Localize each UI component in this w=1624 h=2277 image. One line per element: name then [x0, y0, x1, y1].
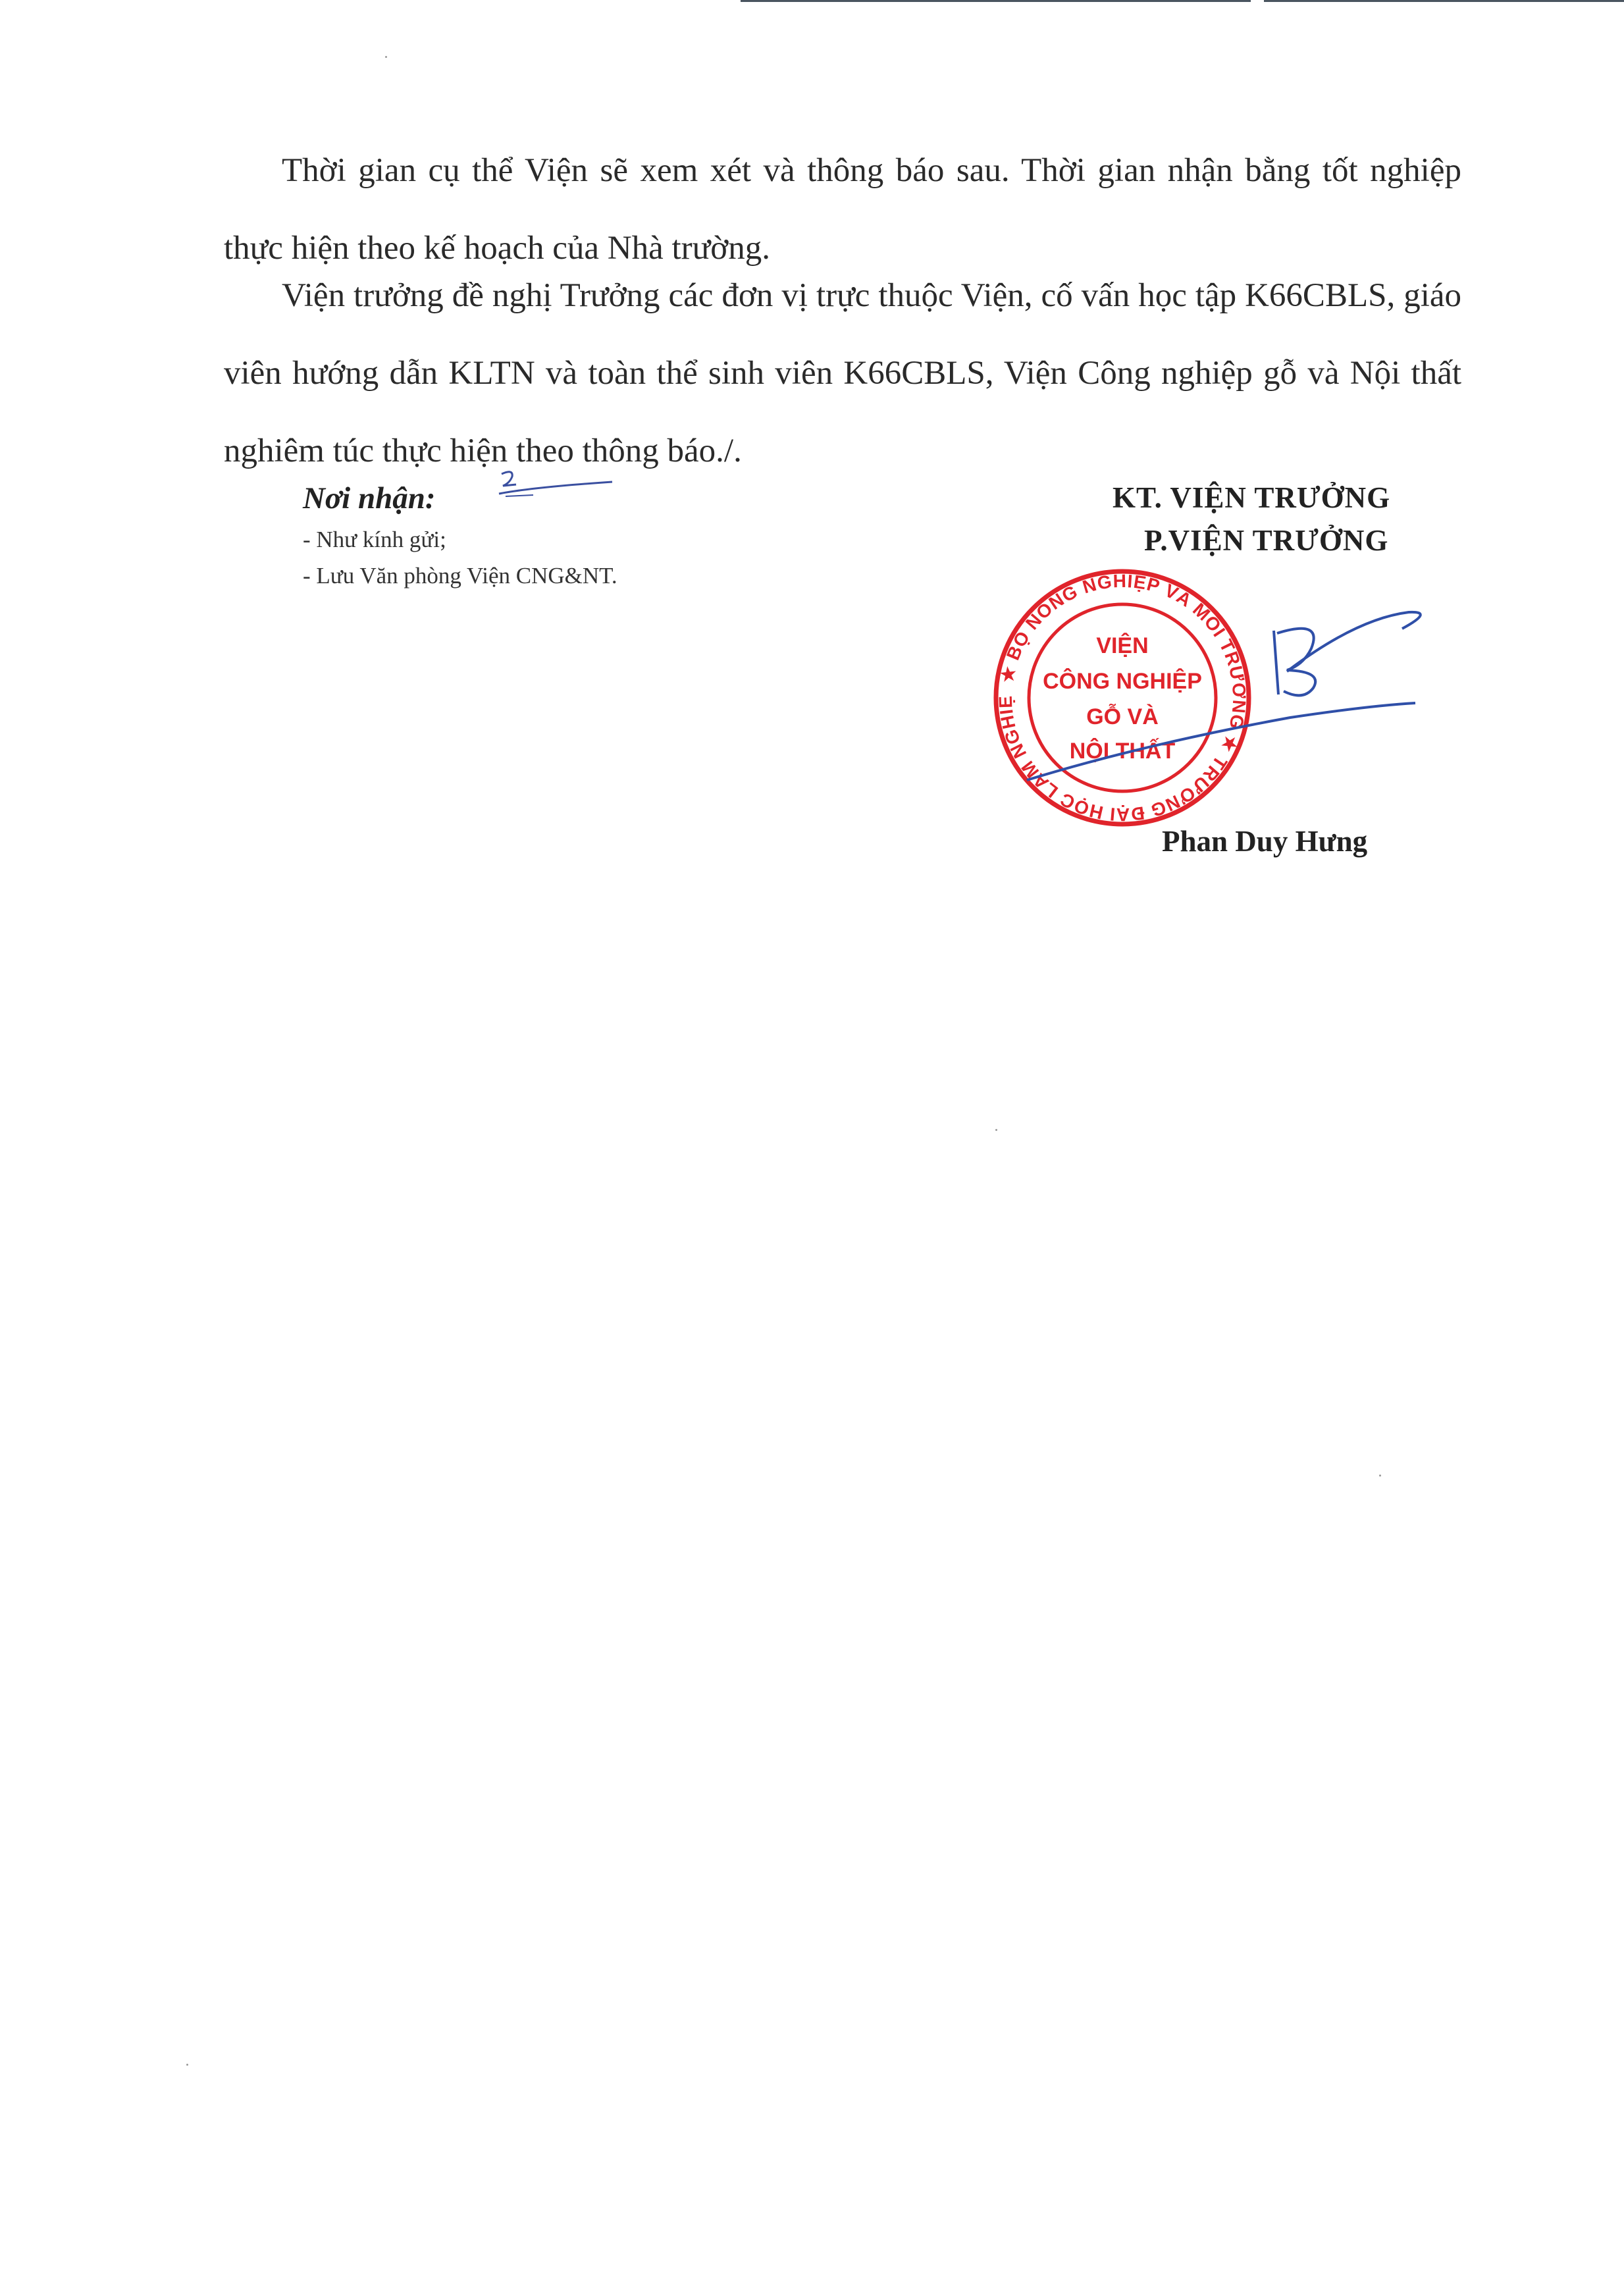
initials-mark: [494, 467, 625, 507]
seal-center-line: VIỆN: [1096, 633, 1149, 658]
top-rule-right: [1264, 0, 1624, 2]
scan-speck: [385, 56, 387, 58]
seal-center-line: CÔNG NGHIỆP: [1043, 669, 1202, 694]
seal-outer-text: ★ BỘ NÔNG NGHIỆP VÀ MÔI TRƯỜNG ★ TRƯỜNG ĐẠI HỌC LÂM NGHIỆ: [995, 570, 1250, 825]
seal-center-line: GỖ VÀ: [1086, 704, 1159, 729]
seal-center-line: NỘI THẤT: [1069, 739, 1176, 764]
signer-name: Phan Duy Hưng: [1162, 825, 1368, 858]
top-rule-left: [741, 0, 1251, 2]
signature-title-line1: KT. VIỆN TRƯỞNG: [1113, 481, 1391, 514]
scan-speck: [1379, 1475, 1381, 1477]
recipient-item: - Như kính gửi;: [303, 527, 446, 552]
signature-title-line2: P.VIỆN TRƯỞNG: [1144, 524, 1389, 557]
paragraph-request: Viện trưởng đề nghị Trưởng các đơn vị trực thuộc Viện, cố vấn học tập K66CBLS, giáo viên hướng dẫn KLTN và toàn thể sinh viên K66CBLS, Viện Công nghiệp gỗ và Nội thất nghiêm túc thực hiện theo thông báo./.: [224, 277, 1461, 469]
paragraph-graduation-time: Thời gian cụ thể Viện sẽ xem xét và thông báo sau. Thời gian nhận bằng tốt nghiệp thực hiện theo kế hoạch của Nhà trường.: [224, 152, 1461, 267]
recipient-item: - Lưu Văn phòng Viện CNG&NT.: [303, 563, 617, 589]
recipients-title: Nơi nhận:: [303, 481, 436, 515]
scan-speck: [186, 2064, 188, 2066]
scan-speck: [995, 1129, 997, 1131]
handwritten-signature: [1014, 592, 1435, 803]
